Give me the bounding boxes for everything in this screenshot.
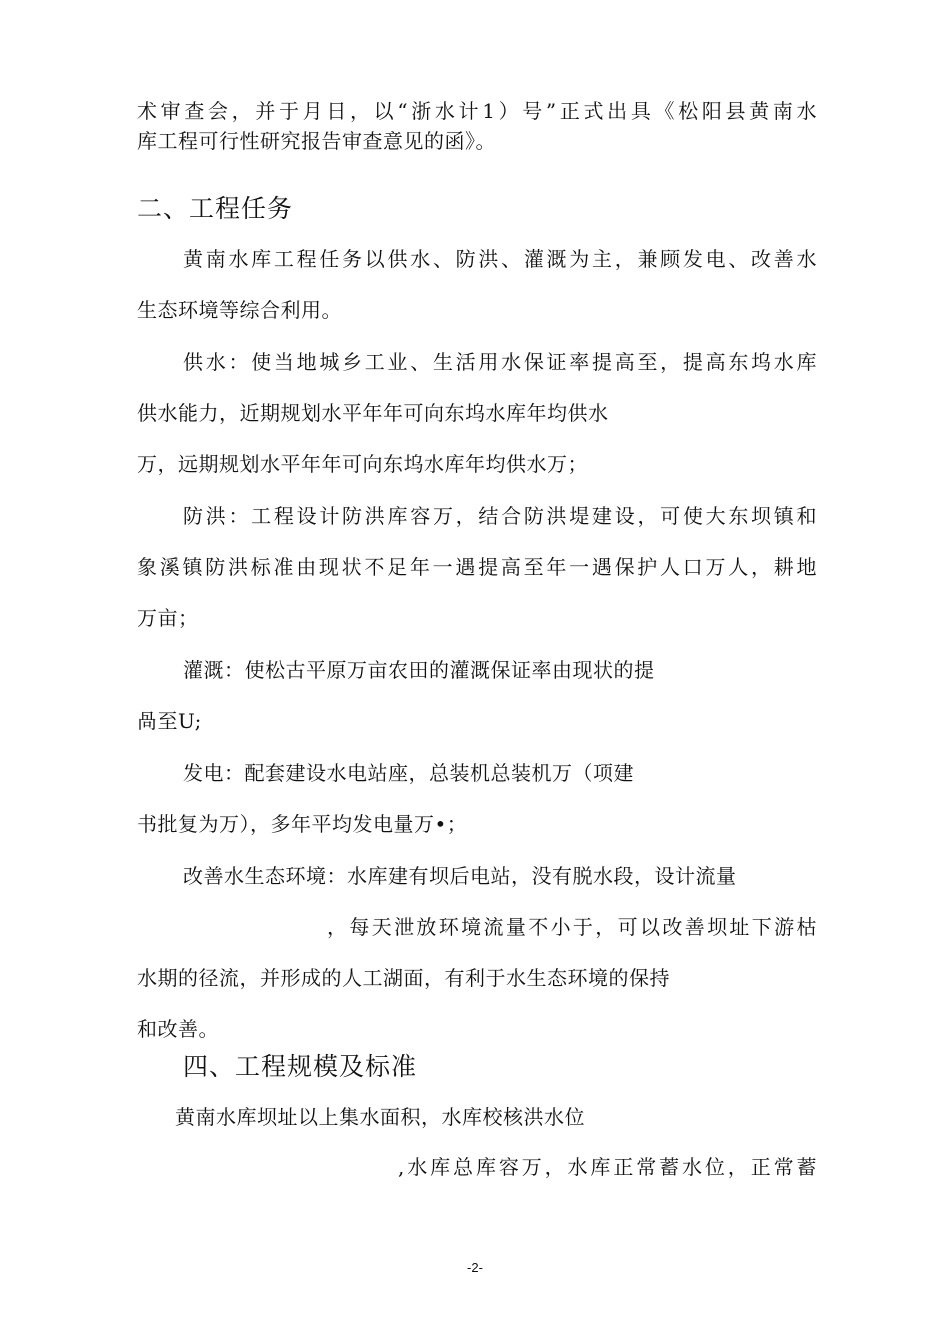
paragraph-line: 供水：使当地城乡工业、生活用水保证率提高至，提高东坞水库 [183,350,817,374]
section-heading-scale: 四、工程规模及标准 [183,1052,418,1081]
section-heading-tasks: 二、工程任务 [137,194,294,223]
paragraph-line: 万亩； [137,606,199,630]
paragraph-line: 万，远期规划水平年年可向东坞水库年均供水万； [137,452,588,476]
paragraph-line: 发电：配套建设水电站座，总装机总装机万（项建 [183,761,634,785]
paragraph-line: 库工程可行性研究报告审查意见的函》。 [137,129,496,153]
paragraph-line: 象溪镇防洪标准由现状不足年一遇提高至年一遇保护人口万人，耕地 [137,555,817,579]
paragraph-line: 术审查会，并于月日，以“浙水计1）号”正式出具《松阳县黄南水 [137,99,817,123]
paragraph-line: 灌溉：使松古平原万亩农田的灌溉保证率由现状的提 [183,658,655,682]
paragraph-line: 生态环境等综合利用。 [137,298,342,322]
paragraph-line: 咼至U; [137,709,202,733]
paragraph-line: 防洪：工程设计防洪库容万，结合防洪堤建设，可使大东坝镇和 [183,504,817,528]
page-number: -2- [467,1260,483,1275]
paragraph-line: 黄南水库坝址以上集水面积，水库校核洪水位 [175,1105,585,1129]
paragraph-line: 水期的径流，并形成的人工湖面，有利于水生态环境的保持 [137,966,670,990]
paragraph-line: 供水能力，近期规划水平年年可向东坞水库年均供水 [137,401,609,425]
paragraph-line: 改善水生态环境：水库建有坝后电站，没有脱水段，设计流量 [183,864,737,888]
paragraph-line: 黄南水库工程任务以供水、防洪、灌溉为主，兼顾发电、改善水 [183,247,817,271]
paragraph-line: ，每天泄放环境流量不小于，可以改善坝址下游枯 [327,915,817,939]
paragraph-line: 书批复为万），多年平均发电量万•； [137,812,468,836]
paragraph-line: ,水库总库容万，水库正常蓄水位，正常蓄 [398,1155,817,1179]
paragraph-line: 和改善。 [137,1017,219,1041]
